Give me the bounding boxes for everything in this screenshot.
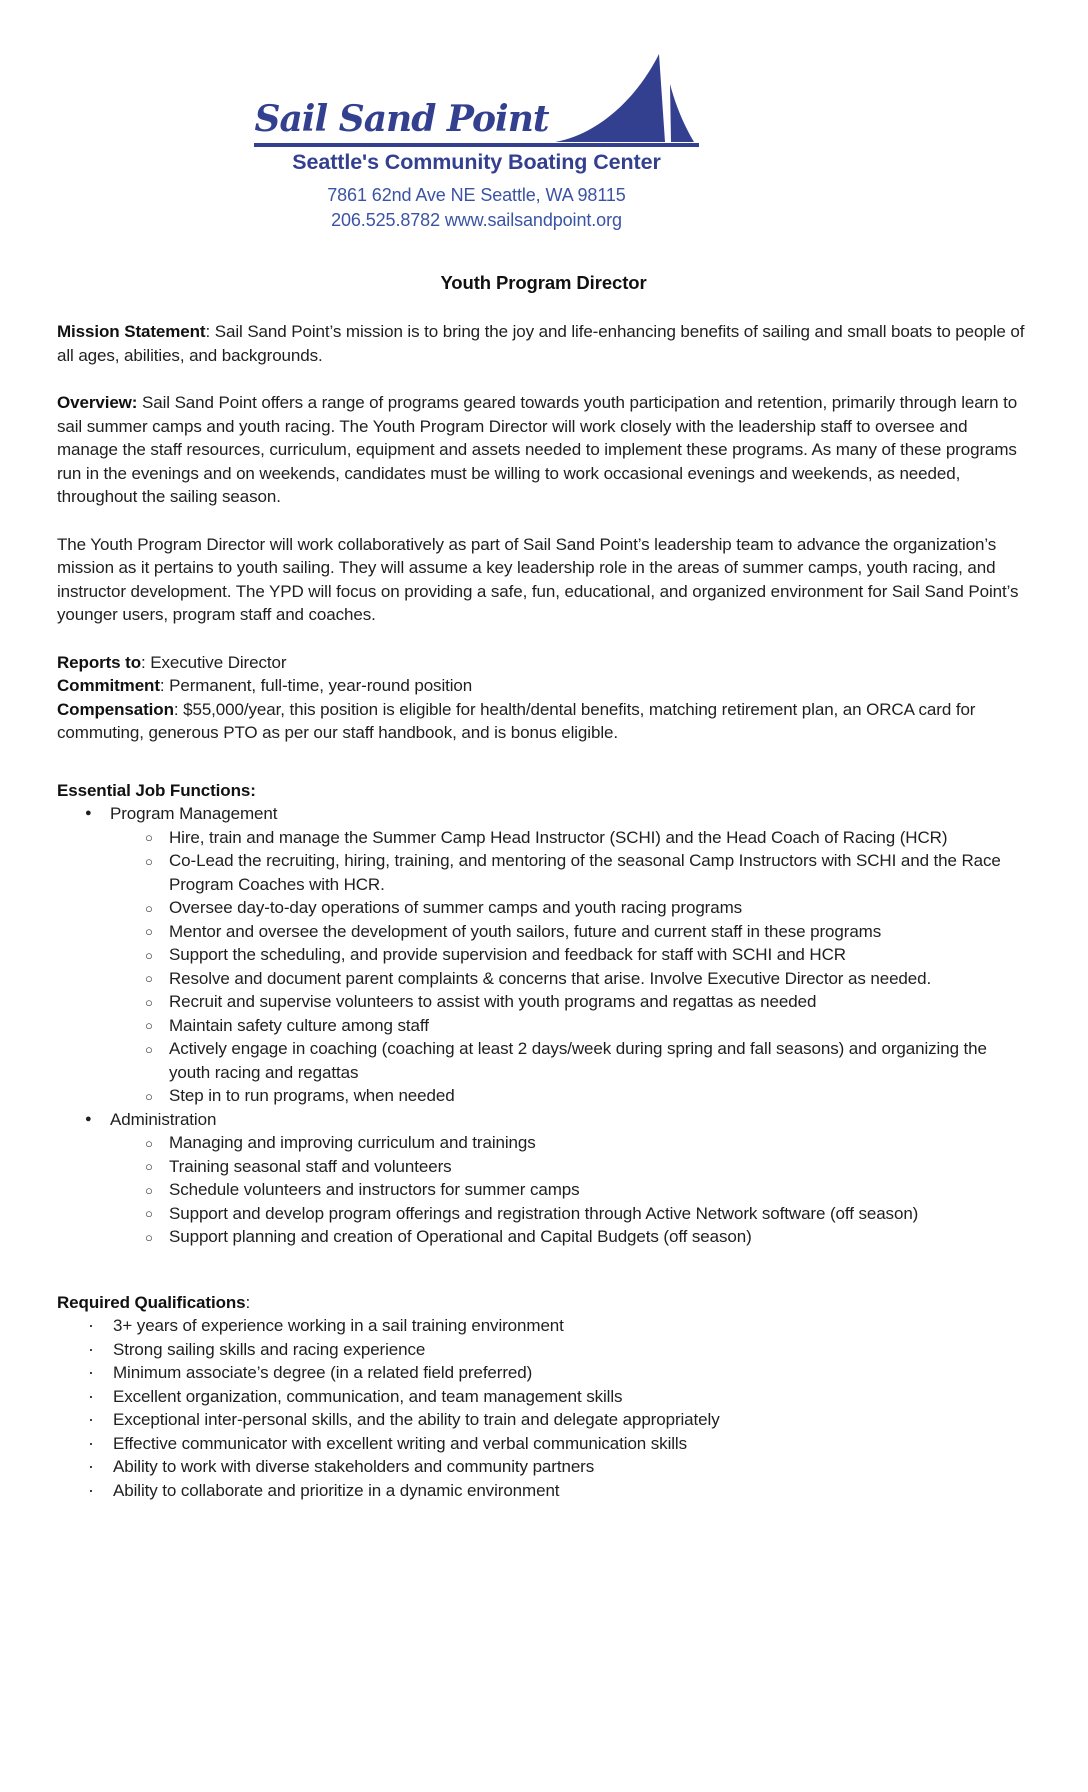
sail-icon (553, 52, 699, 144)
paragraph (57, 533, 1030, 627)
bullet-icon: · (88, 1338, 94, 1359)
bullet-icon: · (88, 1479, 94, 1500)
job-function-item (57, 1155, 1030, 1179)
qualification-item-text: Minimum associate’s degree (in a related field preferred) (113, 1363, 533, 1382)
qualification-item (57, 1361, 1030, 1385)
bullet-icon: · (88, 1409, 94, 1429)
job-group-title (57, 802, 1030, 826)
bullet-icon: ○ (145, 1088, 153, 1104)
qualifications-list (57, 1314, 1030, 1502)
page-title: Youth Program Director (440, 271, 647, 293)
job-functions-heading: Essential Job Functions: (57, 780, 256, 800)
bullet-icon: ○ (145, 853, 153, 869)
job-function-item (57, 826, 1030, 850)
bullet-icon: · (88, 1385, 94, 1406)
bullet-icon: ○ (145, 900, 153, 916)
bullet-icon: ○ (145, 1135, 153, 1151)
detail-line (57, 674, 1030, 698)
bullet-icon: ○ (145, 1018, 153, 1033)
job-function-item-text: Hire, train and manage the Summer Camp Head Instructor (SCHI) and the Head Coach of Racing (HCR) (169, 827, 948, 847)
job-function-item (57, 990, 1030, 1014)
qualification-item-text: Effective communicator with excellent writing and verbal communication skills (113, 1433, 688, 1453)
paragraph (57, 320, 1030, 367)
bullet-icon: ○ (145, 971, 153, 986)
job-function-item-text: Support planning and creation of Operational and Capital Budgets (off season) (169, 1227, 752, 1246)
job-functions-list (57, 802, 1030, 1249)
paragraph-text: : Sail Sand Point’s mission is to bring the joy and life-enhancing benefits of sailing and small boats to people of all ages, abilities, and backgrounds. (57, 322, 1025, 365)
qualifications-heading-colon: : (245, 1292, 251, 1312)
job-function-item-text: Resolve and document parent complaints & concerns that arise. Involve Executive Director as needed. (169, 968, 932, 988)
qualifications-section (57, 1291, 1030, 1503)
bullet-icon: ○ (145, 1206, 153, 1221)
qualification-item-text: Excellent organization, communication, and team management skills (113, 1386, 623, 1406)
bullet-icon: ● (85, 1112, 92, 1125)
detail-line-text: : Permanent, full-time, year-round position (159, 676, 473, 695)
job-function-item-text: Co-Lead the recruiting, hiring, training, and mentoring of the seasonal Camp Instructors with SCHI and the Race Program Coaches with HCR. (169, 851, 1001, 894)
detail-line-label: Reports to (57, 652, 142, 672)
detail-line (57, 698, 1030, 745)
job-group-title (57, 1108, 1030, 1132)
bullet-icon: ○ (145, 1182, 153, 1198)
brand-contact: 206.525.8782 www.sailsandpoint.org (331, 209, 622, 230)
qualification-item-text: Strong sailing skills and racing experience (113, 1339, 426, 1359)
bullet-icon: ○ (145, 924, 153, 939)
job-function-item-text: Schedule volunteers and instructors for summer camps (169, 1180, 580, 1199)
job-function-item-text: Mentor and oversee the development of youth sailors, future and current staff in these programs (169, 921, 882, 941)
job-function-item (57, 1178, 1030, 1202)
letterhead (254, 52, 698, 233)
brand-tagline: Seattle's Community Boating Center (292, 150, 661, 174)
qualification-item-text: 3+ years of experience working in a sail training environment (113, 1316, 564, 1335)
job-function-item (57, 1014, 1030, 1038)
job-function-item (57, 967, 1030, 991)
qualification-item (57, 1432, 1030, 1456)
detail-line-label: Compensation (57, 699, 174, 719)
qualification-item (57, 1455, 1030, 1479)
qualification-item-text: Ability to work with diverse stakeholders and community partners (113, 1457, 595, 1476)
job-function-item-text: Oversee day-to-day operations of summer camps and youth racing programs (169, 898, 743, 917)
qualification-item (57, 1479, 1030, 1503)
job-function-item (57, 896, 1030, 920)
paragraph-label: Mission Statement (57, 322, 206, 341)
qualification-item (57, 1338, 1030, 1362)
qualification-item-text: Ability to collaborate and prioritize in a dynamic environment (113, 1480, 560, 1500)
job-function-item (57, 1037, 1030, 1084)
job-function-item (57, 1225, 1030, 1249)
qualification-item (57, 1385, 1030, 1409)
qualification-item (57, 1314, 1030, 1338)
bullet-icon: ○ (145, 830, 153, 845)
job-function-item-text: Support and develop program offerings and registration through Active Network software (off season) (169, 1203, 919, 1223)
qualifications-heading (57, 1291, 1030, 1315)
bullet-icon: ○ (145, 1229, 153, 1245)
bullet-icon: · (88, 1432, 94, 1453)
job-function-item-text: Recruit and supervise volunteers to assist with youth programs and regattas as needed (169, 992, 817, 1011)
job-function-item-text: Maintain safety culture among staff (169, 1015, 429, 1035)
job-functions-section (57, 779, 1030, 1249)
job-function-item-text: Training seasonal staff and volunteers (169, 1156, 452, 1176)
job-group-title-text: Administration (110, 1109, 217, 1129)
bullet-icon: · (88, 1456, 94, 1476)
qualification-item-text: Exceptional inter-personal skills, and the ability to train and delegate appropriately (113, 1410, 720, 1429)
bullet-icon: ○ (145, 1041, 153, 1057)
paragraph-label: Overview: (57, 393, 138, 412)
job-function-item-text: Managing and improving curriculum and trainings (169, 1133, 536, 1152)
bullet-icon: ○ (145, 1159, 153, 1174)
qualifications-heading-bold: Required Qualifications (57, 1292, 246, 1312)
bullet-icon: · (88, 1315, 94, 1335)
job-function-item (57, 1131, 1030, 1155)
job-function-item (57, 920, 1030, 944)
job-function-item-text: Actively engage in coaching (coaching at least 2 days/week during spring and fall seasons) and organizing the youth racing and regattas (169, 1039, 987, 1082)
bullet-icon: · (88, 1362, 94, 1382)
job-group-title-text: Program Management (110, 804, 278, 823)
job-function-item-text: Support the scheduling, and provide supervision and feedback for staff with SCHI and HCR (169, 945, 846, 964)
bullet-icon: ○ (145, 994, 153, 1010)
brand-row (254, 52, 698, 147)
intro-paragraphs (57, 320, 1030, 627)
paragraph (57, 391, 1030, 509)
brand-address: 7861 62nd Ave NE Seattle, WA 98115 (327, 184, 626, 205)
job-function-item (57, 849, 1030, 896)
job-function-item (57, 1084, 1030, 1108)
bullet-icon: ○ (145, 947, 153, 963)
job-function-item (57, 1202, 1030, 1226)
brand-wordmark: Sail Sand Point (254, 98, 549, 140)
paragraph-text: Sail Sand Point offers a range of programs geared towards youth participation and retention, primarily through learn to sail summer camps and youth racing. The Youth Program Director will work closely with the leadership staff to oversee and manage the staff resources, curriculum, equipment and assets needed to implement these programs. As many of these programs run in the evenings and on weekends, candidates must be willing to work occasional evenings and weekends, as needed, throughout the sailing season. (57, 393, 1018, 506)
job-function-item (57, 943, 1030, 967)
bullet-icon: ● (85, 807, 92, 819)
detail-line-text: : $55,000/year, this position is eligible for health/dental benefits, matching retirement plan, an ORCA card for commuting, generous PTO as per our staff handbook, and is bonus eligible. (57, 699, 976, 742)
detail-line-text: : Executive Director (141, 652, 287, 672)
paragraph-text: The Youth Program Director will work collaboratively as part of Sail Sand Point’s leadership team to advance the organization’s mission as it pertains to youth sailing. They will assume a key leadership role in the areas of summer camps, youth racing, and instructor development. The YPD will focus on providing a safe, fun, educational, and organized environment for Sail Sand Point’s younger users, program staff and coaches. (57, 534, 1019, 624)
qualification-item (57, 1408, 1030, 1432)
detail-line-label: Commitment (57, 676, 160, 695)
job-function-item-text: Step in to run programs, when needed (169, 1086, 455, 1105)
detail-line (57, 651, 1030, 675)
position-details (57, 651, 1030, 745)
